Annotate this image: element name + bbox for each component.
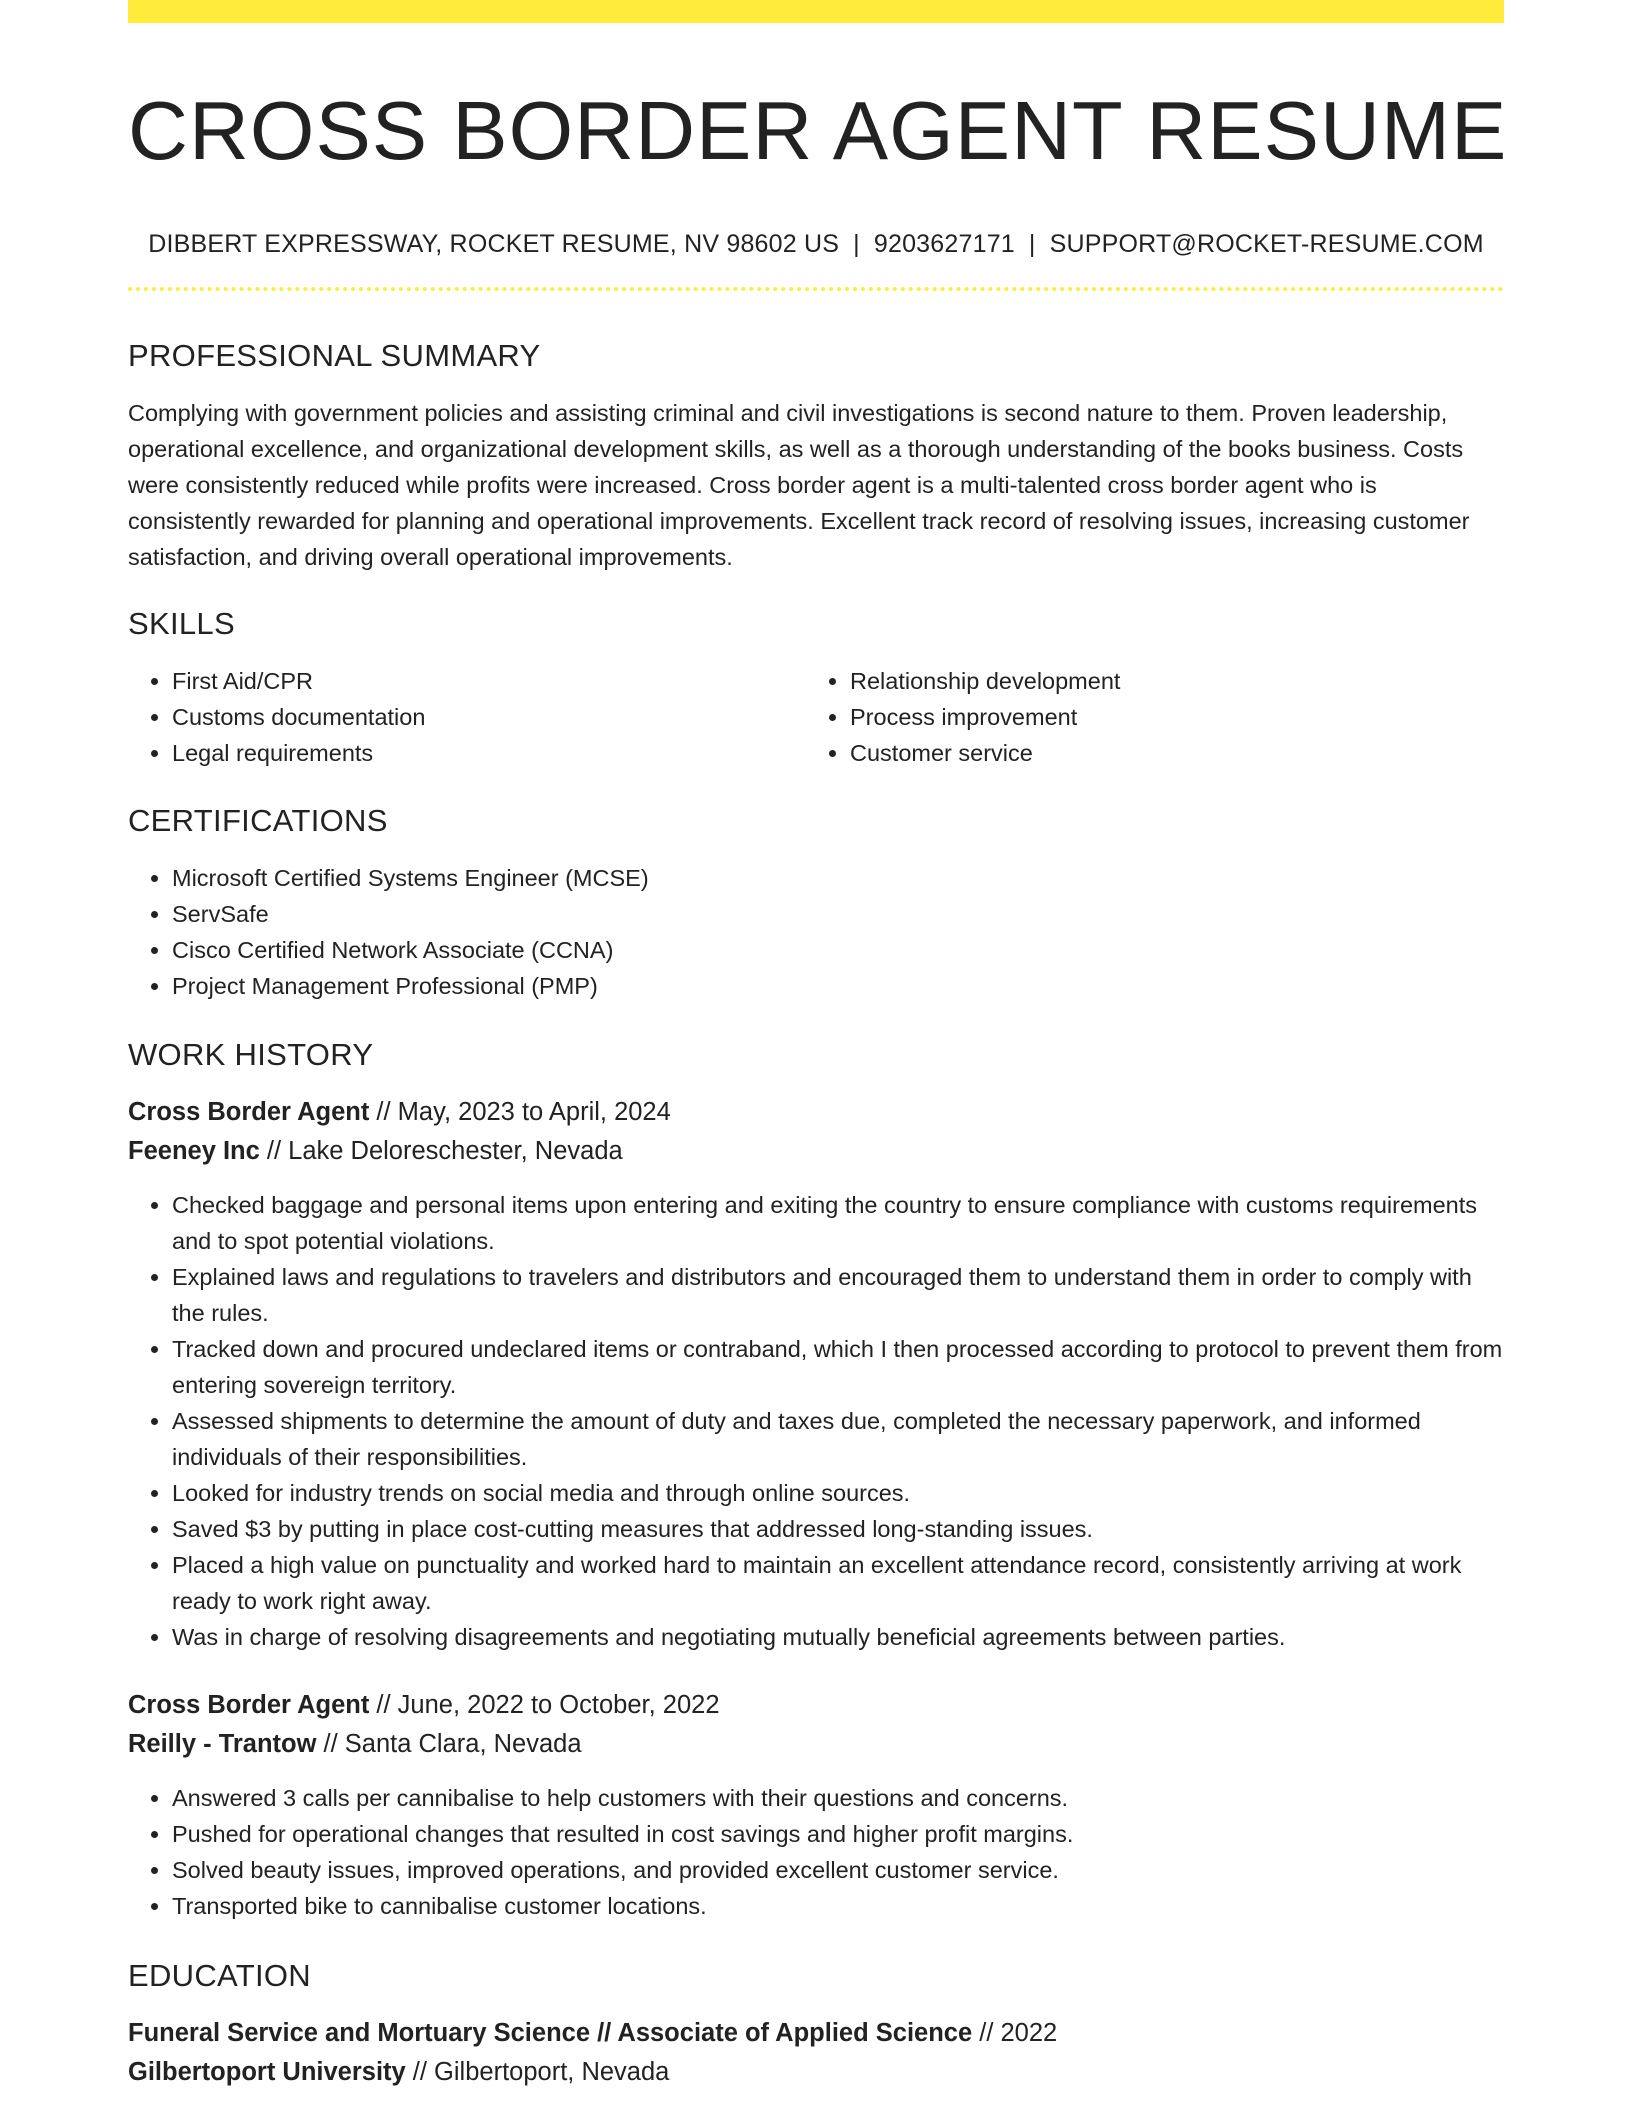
skills-heading: SKILLS <box>128 606 235 641</box>
skill-item: • Process improvement <box>850 699 1484 735</box>
job-company-line <box>128 1132 1504 1171</box>
job-bullet: • Transported bike to cannibalise customer locations. <box>172 1888 1504 1924</box>
job-bullet: • Placed a high value on punctuality and worked hard to maintain an excellent attendance record, consistently arriving at work ready to work right away. <box>172 1547 1504 1619</box>
job-entry <box>128 1686 1504 1924</box>
certifications-list <box>128 860 1504 1004</box>
education-year: // 2022 <box>972 2019 1058 2047</box>
job-company-line <box>128 1725 1504 1764</box>
job-dates: // May, 2023 to April, 2024 <box>369 1098 671 1126</box>
summary-heading: PROFESSIONAL SUMMARY <box>128 338 541 373</box>
job-bullet: • Solved beauty issues, improved operations, and provided excellent customer service. <box>172 1852 1504 1888</box>
job-bullet: • Explained laws and regulations to travelers and distributors and encouraged them to understand them in order to comply with the rules. <box>172 1259 1504 1331</box>
job-bullet: • Assessed shipments to determine the amount of duty and taxes due, completed the necessary paperwork, and informed individuals of their responsibilities. <box>172 1403 1504 1475</box>
job-bullet: • Was in charge of resolving disagreements and negotiating mutually beneficial agreements between parties. <box>172 1619 1504 1655</box>
job-location: // Santa Clara, Nevada <box>316 1730 582 1758</box>
job-location: // Lake Deloreschester, Nevada <box>259 1137 623 1165</box>
skill-item: • Customer service <box>850 735 1484 771</box>
job-bullets <box>128 1780 1504 1924</box>
education-school-line <box>128 2053 1504 2092</box>
job-title-line <box>128 1093 1504 1132</box>
header-divider <box>128 287 1504 291</box>
education-heading: EDUCATION <box>128 1958 311 1993</box>
top-accent-bar <box>128 0 1504 23</box>
job-dates: // June, 2022 to October, 2022 <box>369 1691 720 1719</box>
skills-list-right <box>806 663 1484 771</box>
education-location: // Gilbertoport, Nevada <box>405 2058 670 2086</box>
contact-phone: 9203627171 <box>873 230 1015 258</box>
certification-item: • ServSafe <box>172 896 1504 932</box>
skills-columns <box>128 663 1504 771</box>
job-bullet: • Pushed for operational changes that resulted in cost savings and higher profit margins. <box>172 1816 1504 1852</box>
contact-line <box>128 230 1504 259</box>
job-role: Cross Border Agent <box>128 1098 370 1126</box>
resume-title: CROSS BORDER AGENT RESUME <box>128 84 1508 177</box>
job-bullet: • Saved $3 by putting in place cost-cutting measures that addressed long-standing issues. <box>172 1511 1504 1547</box>
certification-item: • Microsoft Certified Systems Engineer (MCSE) <box>172 860 1504 896</box>
skill-item: • Relationship development <box>850 663 1484 699</box>
job-entry <box>128 1093 1504 1655</box>
job-role: Cross Border Agent <box>128 1691 370 1719</box>
certification-item: • Cisco Certified Network Associate (CCNA) <box>172 932 1504 968</box>
skills-list-left <box>128 663 806 771</box>
job-bullet: • Checked baggage and personal items upon entering and exiting the country to ensure compliance with customs requirements and to spot potential violations. <box>172 1187 1504 1259</box>
job-company: Reilly - Trantow <box>128 1730 317 1758</box>
contact-address: DIBBERT EXPRESSWAY, ROCKET RESUME, NV 98602 US <box>148 230 840 258</box>
education-entry <box>128 2014 1504 2092</box>
work-history-heading: WORK HISTORY <box>128 1037 374 1072</box>
certifications-heading: CERTIFICATIONS <box>128 803 388 838</box>
job-bullet: • Tracked down and procured undeclared items or contraband, which I then processed according to protocol to prevent them from entering sovereign territory. <box>172 1331 1504 1403</box>
job-company: Feeney Inc <box>128 1137 260 1165</box>
contact-separator: | <box>1028 230 1036 258</box>
summary-text: Complying with government policies and assisting criminal and civil investigations is second nature to them. Proven leadership, operational excellence, and organizational development skills, as well as a thorough understanding of the books business. Costs were consistently reduced while profits were increased. Cross border agent is a multi-talented cross border agent who is consistently rewarded for planning and operational improvements. Excellent track record of resolving issues, increasing customer satisfaction, and driving overall operational improvements. <box>128 400 1470 570</box>
contact-email: SUPPORT@ROCKET-RESUME.COM <box>1049 230 1484 258</box>
contact-separator: | <box>853 230 860 258</box>
job-bullet: • Looked for industry trends on social media and through online sources. <box>172 1475 1504 1511</box>
education-degree-line <box>128 2014 1504 2053</box>
education-school: Gilbertoport University <box>128 2058 406 2086</box>
resume-page <box>128 0 1508 2092</box>
skill-item: • First Aid/CPR <box>172 663 806 699</box>
job-bullet: • Answered 3 calls per cannibalise to help customers with their questions and concerns. <box>172 1780 1504 1816</box>
education-degree: Funeral Service and Mortuary Science // Associate of Applied Science <box>128 2019 973 2047</box>
skill-item: • Legal requirements <box>172 735 806 771</box>
job-bullets <box>128 1187 1504 1655</box>
skill-item: • Customs documentation <box>172 699 806 735</box>
certification-item: • Project Management Professional (PMP) <box>172 968 1504 1004</box>
job-title-line <box>128 1686 1504 1725</box>
